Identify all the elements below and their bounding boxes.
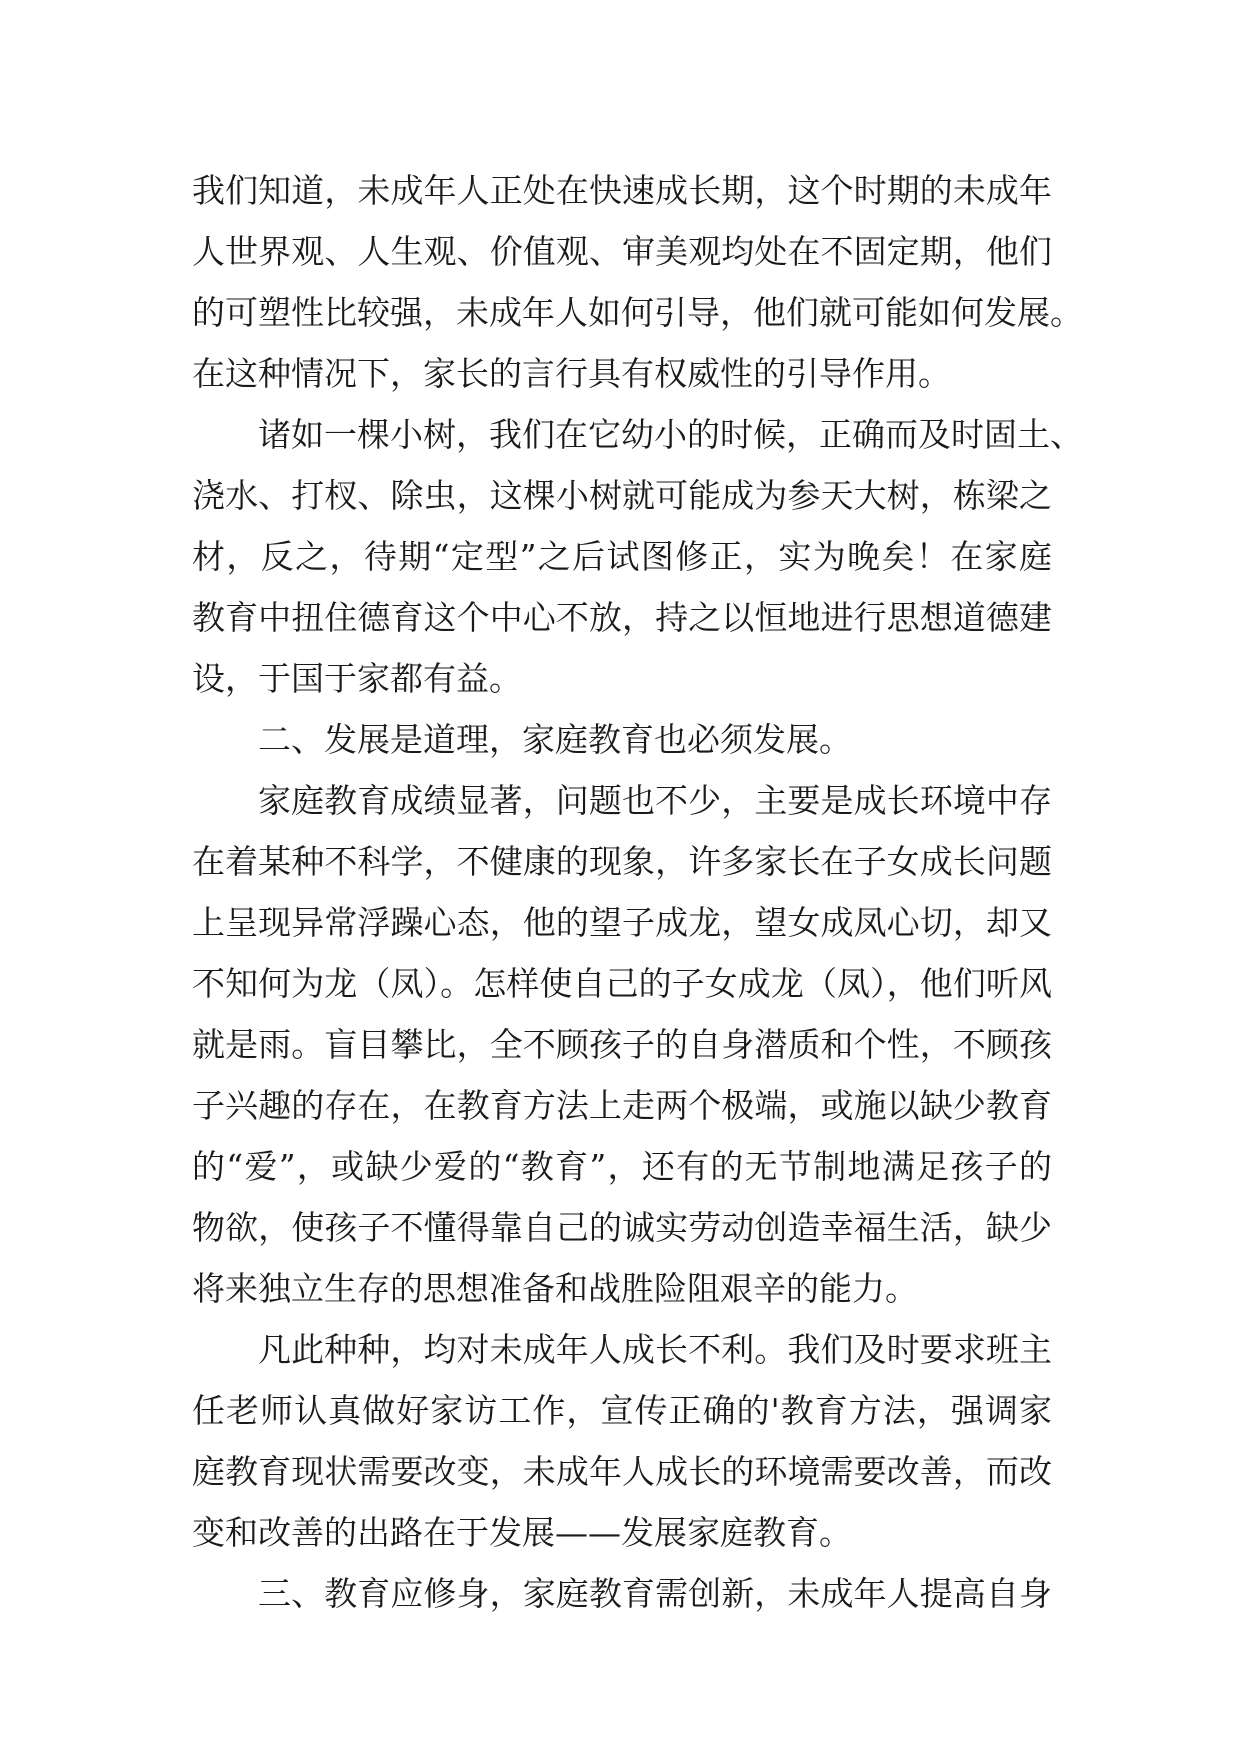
text-line: 二、发展是道理，家庭教育也必须发展。 xyxy=(258,720,852,759)
text-line: 设，于国于家都有益。 xyxy=(192,659,522,698)
text-line: 不知何为龙（凤）。怎样使自己的子女成龙（凤），他们听风 xyxy=(192,964,1052,1003)
text-line: 三、教育应修身，家庭教育需创新，未成年人提高自身 xyxy=(258,1574,1052,1613)
text-line: 我们知道，未成年人正处在快速成长期，这个时期的未成年 xyxy=(192,171,1052,210)
text-line: 在这种情况下，家长的言行具有权威性的引导作用。 xyxy=(192,354,951,393)
text-line: 子兴趣的存在，在教育方法上走两个极端，或施以缺少教育 xyxy=(192,1086,1052,1125)
text-line: 在着某种不科学，不健康的现象，许多家长在子女成长问题 xyxy=(192,842,1052,881)
text-line: 家庭教育成绩显著，问题也不少，主要是成长环境中存 xyxy=(258,781,1052,820)
text-line: 的可塑性比较强，未成年人如何引导，他们就可能如何发展。 xyxy=(192,293,1083,332)
text-line: 任老师认真做好家访工作，宣传正确的'教育方法，强调家 xyxy=(192,1391,1052,1430)
text-line: 庭教育现状需要改变，未成年人成长的环境需要改善，而改 xyxy=(192,1452,1052,1491)
text-line: 材，反之，待期“定型”之后试图修正，实为晚矣！在家庭 xyxy=(192,537,1052,576)
text-line: 物欲，使孩子不懂得靠自己的诚实劳动创造幸福生活，缺少 xyxy=(192,1208,1052,1247)
text-line: 就是雨。盲目攀比，全不顾孩子的自身潜质和个性，不顾孩 xyxy=(192,1025,1052,1064)
text-line: 上呈现异常浮躁心态，他的望子成龙，望女成凤心切，却又 xyxy=(192,903,1052,942)
text-line: 人世界观、人生观、价值观、审美观均处在不固定期，他们 xyxy=(192,232,1052,271)
document-body xyxy=(192,160,1083,1624)
text-line: 变和改善的出路在于发展——发展家庭教育。 xyxy=(192,1513,852,1552)
text-line: 的“爱”，或缺少爱的“教育”，还有的无节制地满足孩子的 xyxy=(192,1147,1052,1186)
text-line: 将来独立生存的思想准备和战胜险阻艰辛的能力。 xyxy=(192,1269,918,1308)
text-line: 教育中扭住德育这个中心不放，持之以恒地进行思想道德建 xyxy=(192,598,1052,637)
text-line: 浇水、打杈、除虫，这棵小树就可能成为参天大树，栋梁之 xyxy=(192,476,1052,515)
text-line: 凡此种种，均对未成年人成长不利。我们及时要求班主 xyxy=(258,1330,1052,1369)
text-line: 诸如一棵小树，我们在它幼小的时候，正确而及时固土、 xyxy=(258,415,1083,454)
